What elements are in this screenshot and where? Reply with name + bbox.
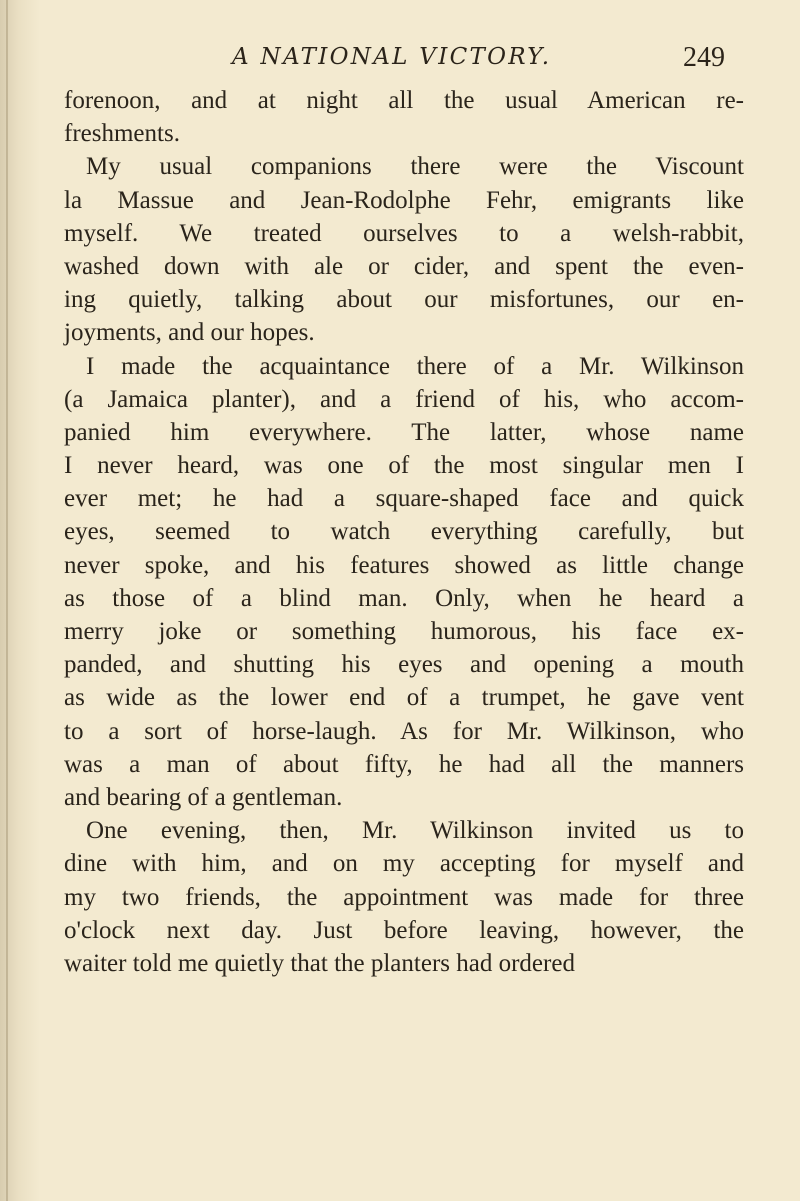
page-gutter-shadow — [6, 0, 8, 1201]
paragraph-first-line: One evening, then, Mr. Wilkinson invited us to — [86, 817, 744, 845]
running-header — [0, 40, 800, 80]
text-line: merry joke or something humorous, his face ex- — [64, 618, 744, 645]
paragraph-first-line: I made the acquaintance there of a Mr. Wilkinson — [86, 352, 744, 380]
text-line: forenoon, and at night all the usual American re- — [64, 87, 744, 114]
text-line: panied him everywhere. The latter, whose name — [64, 418, 744, 446]
text-line: dine with him, and on my accepting for myself and — [64, 850, 744, 878]
text-line: never spoke, and his features showed as little change — [64, 551, 744, 579]
text-line: la Massue and Jean-Rodolphe Fehr, emigrants like — [64, 186, 744, 214]
text-line: myself. We treated ourselves to a welsh-rabbit, — [64, 219, 744, 247]
paragraph-first-line: My usual companions there were the Viscount — [86, 153, 744, 181]
text-line: as wide as the lower end of a trumpet, he gave vent — [64, 684, 744, 712]
text-line: washed down with ale or cider, and spent the even- — [64, 252, 744, 280]
text-line: to a sort of horse-laugh. As for Mr. Wilkinson, who — [64, 717, 744, 745]
text-line: my two friends, the appointment was made for three — [64, 883, 744, 911]
text-line: as those of a blind man. Only, when he heard a — [64, 584, 744, 612]
text-line: and bearing of a gentleman. — [64, 783, 343, 811]
text-line: o'clock next day. Just before leaving, however, the — [64, 916, 744, 944]
text-line: ing quietly, talking about our misfortunes, our en- — [64, 286, 744, 314]
text-line: joyments, and our hopes. — [64, 319, 315, 347]
text-line: panded, and shutting his eyes and opening a mouth — [64, 651, 744, 679]
text-line: I never heard, was one of the most singular men I — [64, 452, 744, 480]
body-text — [64, 84, 744, 980]
text-line: (a Jamaica planter), and a friend of his, who accom- — [64, 385, 744, 413]
running-title: A NATIONAL VICTORY. — [232, 44, 552, 70]
text-line: waiter told me quietly that the planters had ordered — [64, 949, 575, 977]
text-line: freshments. — [64, 120, 180, 148]
page-number: 249 — [683, 42, 725, 73]
text-line: ever met; he had a square-shaped face and quick — [64, 485, 744, 513]
text-line: eyes, seemed to watch everything carefully, but — [64, 518, 744, 546]
text-line: was a man of about fifty, he had all the manners — [64, 750, 744, 778]
